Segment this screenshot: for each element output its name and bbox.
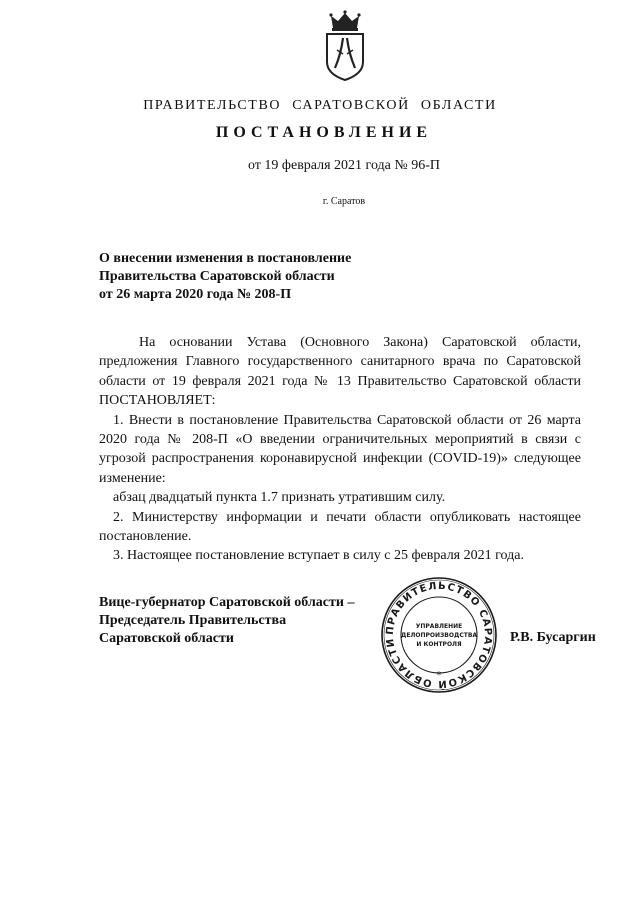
item-1-sub-paragraph: абзац двадцатый пункта 1.7 признать утратившим силу. xyxy=(113,490,446,506)
item-3-paragraph: 3. Настоящее постановление вступает в силу с 25 февраля 2021 года. xyxy=(113,548,524,564)
stamp-inner-line-3: И КОНТРОЛЯ xyxy=(416,641,462,648)
document-city: г. Саратов xyxy=(322,196,366,207)
official-stamp xyxy=(380,576,498,694)
document-body xyxy=(99,333,581,566)
svg-text:*: * xyxy=(436,670,442,681)
signer-title-line-2: Председатель Правительства xyxy=(99,613,287,628)
signer-title xyxy=(99,594,354,648)
stamp-inner-line-1: УПРАВЛЕНИЕ xyxy=(415,623,463,630)
signer-title-line-3: Саратовской области xyxy=(99,631,234,646)
preamble-paragraph: На основании Устава (Основного Закона) Саратовской области, предложения Главного государственного санитарного врача по Саратовской области от 19 февраля 2021 года № 13 Правительство Саратовской области ПОСТАНОВЛЯЕТ: xyxy=(99,335,581,409)
item-1-paragraph: 1. Внести в постановление Правительства Саратовской области от 26 марта 2020 года № 208-П «О введении ограничительных мероприятий в связи с угрозой распространения коронавирусной инфекции (COVID-19)» следующее изменение: xyxy=(99,412,581,486)
signer-name: Р.В. Бусаргин xyxy=(510,630,596,645)
saratov-coat-of-arms-icon xyxy=(321,10,369,82)
document-subject xyxy=(99,250,351,304)
signer-title-line-1: Вице-губернатор Саратовской области – xyxy=(99,595,355,610)
subject-line-1: О внесении изменения в постановление xyxy=(99,251,352,266)
organization-title: ПРАВИТЕЛЬСТВО САРАТОВСКОЙ ОБЛАСТИ xyxy=(143,98,497,113)
document-type: ПОСТАНОВЛЕНИЕ xyxy=(215,124,433,141)
subject-line-2: Правительства Саратовской области xyxy=(99,269,335,284)
stamp-inner-line-2: ДЕЛОПРОИЗВОДСТВА xyxy=(400,632,478,639)
stamp-outer-text: ПРАВИТЕЛЬСТВО САРАТОВСКОЙ ОБЛАСТИ xyxy=(384,580,494,690)
item-2-paragraph: 2. Министерству информации и печати области опубликовать настоящее постановление. xyxy=(99,509,581,545)
subject-line-3: от 26 марта 2020 года № 208-П xyxy=(99,287,292,302)
document-date-number: от 19 февраля 2021 года № 96-П xyxy=(247,158,441,173)
